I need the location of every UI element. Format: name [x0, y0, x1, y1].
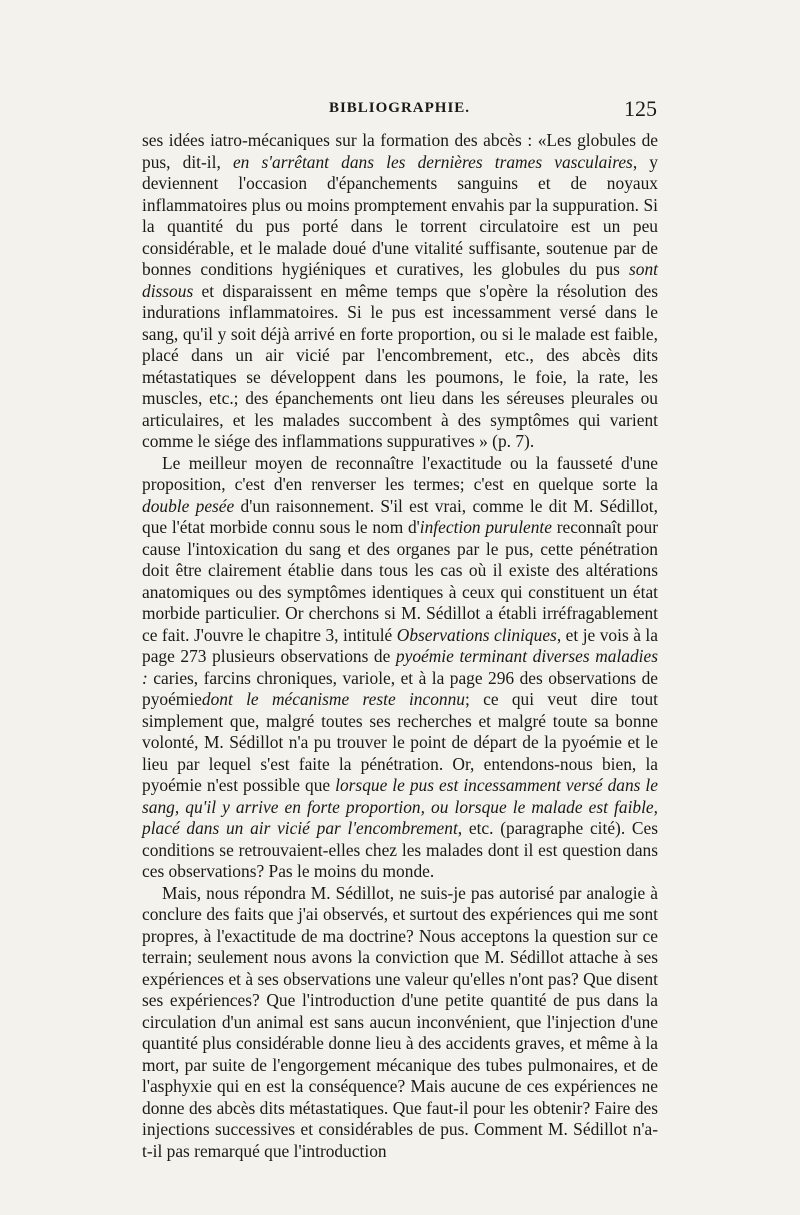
page-number: 125: [624, 96, 657, 121]
text-run: ses idées iatro-mécaniques sur la formation des abcès : «Les globules de pus, dit-il,: [142, 130, 658, 172]
paragraph-1: [142, 130, 658, 453]
italic-phrase: lorsque le pus est incessamment versé dans le sang, qu'il y arrive en forte proportion, ou lorsque le malade est faible, placé dans un air vicié par l'encombrement: [142, 775, 658, 838]
text-run: ; ce qui veut dire tout simplement que, malgré toutes ses recherches et malgré toute sa bonne volonté, M. Sédillot n'a pu trouver le point de départ de la pyoémie et le lieu par lequel s'est faite la pénétration. Or, entendons-nous bien, la pyoémie n'est possible que: [142, 689, 659, 795]
text-run: d'un raisonnement. S'il est vrai, comme le dit M. Sédillot, que l'état morbide connu sous le nom d': [142, 495, 658, 537]
text-run: reconnaît pour cause l'intoxication du sang et des organes par le pus, cette pénétration doit être clairement établie dans tous les cas où il existe des altérations anatomiques ou des symptômes identiques à ceux qui constituent un état morbide particulier. Or cherchons si M. Sédillot a établi irréfragablement ce fait. J'ouvre le chapitre 3, intitulé: [142, 517, 658, 645]
text-run: , y deviennent l'occasion d'épanchements sanguins et de noyaux inflammatoires plus ou moins promptement envahis par la suppuration. Si la quantité du pus porté dans le torrent circulatoire est un peu considérable, et le malade doué d'une vitalité suffisante, soutenue par de bonnes conditions hygiéniques et curatives, les globules du pus: [142, 151, 658, 279]
italic-phrase: pyoémie terminant diverses maladies :: [142, 646, 659, 688]
page-header: [142, 96, 657, 124]
running-head: BIBLIOGRAPHIE.: [328, 100, 471, 116]
text-run: Le meilleur moyen de reconnaître l'exactitude ou la fausseté d'une proposition, c'est d'en renverser les termes; c'est en quelque sorte la: [142, 452, 658, 494]
italic-phrase: infection purulente: [419, 517, 552, 537]
italic-phrase: Observations cliniques: [396, 624, 557, 645]
text-run: , et je vois à la page 273 plusieurs observations de: [142, 624, 658, 666]
italic-phrase: en s'arrêtant dans les dernières trames vasculaires: [232, 151, 633, 172]
body-text: [142, 130, 658, 1162]
italic-phrase: sont dissous: [142, 259, 658, 301]
italic-phrase: double pesée: [142, 495, 235, 516]
text-run: caries, farcins chroniques, variole, et à la page 296 des observations de pyoémie: [142, 667, 658, 709]
italic-phrase: dont le mécanisme reste inconnu: [201, 689, 465, 709]
text-run: Mais, nous répondra M. Sédillot, ne suis-je pas autorisé par analogie à conclure des faits que j'ai observés, et surtout des expériences qui me sont propres, à l'exactitude de ma doctrine? Nous acceptons la question sur ce terrain; seulement nous avons la conviction que M. Sédillot attache à ses expériences et à ses observations une valeur qu'elles n'ont pas? Que disent ses expériences? Que l'introduction d'une petite quantité de pus dans la circulation d'un animal est sans aucun inconvénient, que l'injection d'une quantité plus considérable donne lieu à des accidents graves, et même à la mort, par suite de l'engorgement mécanique des tubes pulmonaires, et de l'asphyxie qui en est la conséquence? Mais aucune de ces expériences ne donne des abcès dits métastatiques. Que faut-il pour les obtenir? Faire des injections successives et considérables de pus. Comment M. Sédillot n'a-t-il pas remarqué que l'introduction: [142, 882, 658, 1161]
text-run: , etc. (paragraphe cité). Ces conditions se retrouvaient-elles chez les malades dont il est question dans ces observations? Pas le moins du monde.: [142, 818, 659, 881]
text-run: et disparaissent en même temps que s'opère la résolution des indurations inflammatoires. Si le pus est incessamment versé dans le sang, qu'il y soit déjà arrivé en forte proportion, ou si le malade est faible, placé dans un air vicié par l'encombrement, etc., des abcès dits métastatiques se développent dans les poumons, le foie, la rate, les muscles, etc.; des épanchements ont lieu dans les séreuses pleurales ou articulaires, et les malades succombent à des symptômes qui varient comme le siége des inflammations suppuratives » (p. 7).: [142, 280, 658, 451]
paragraph-3: [142, 883, 658, 1163]
paragraph-2: [142, 453, 658, 883]
